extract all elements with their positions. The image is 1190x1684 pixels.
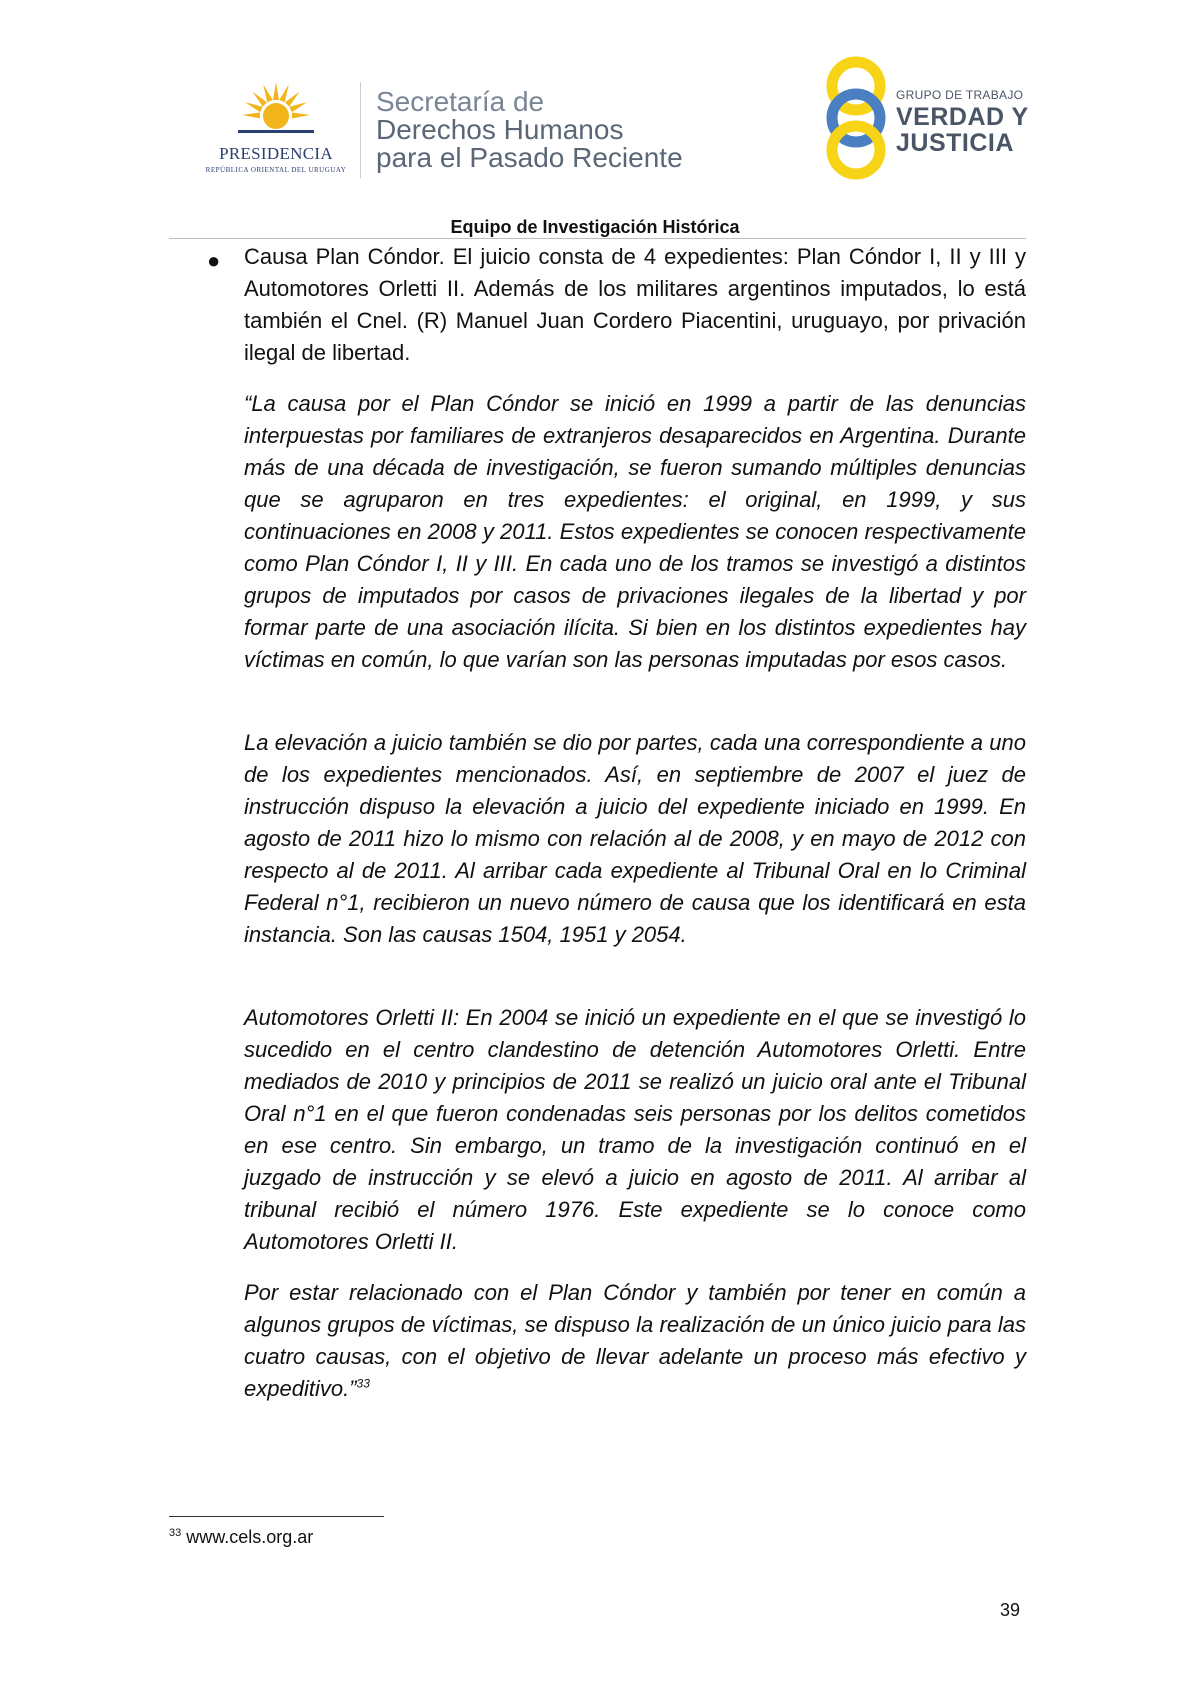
secretaria-line-3: para el Pasado Reciente	[376, 142, 683, 173]
footnote	[169, 1527, 313, 1548]
presidencia-name: PRESIDENCIA	[219, 144, 333, 163]
secretaria-logo-text	[376, 88, 683, 172]
gtvj-line-2: JUSTICIA	[896, 129, 1014, 157]
footnote-rule	[169, 1516, 384, 1517]
verdad-justicia-logo	[820, 56, 1040, 181]
bullet-icon: ●	[207, 248, 221, 273]
presidencia-logo	[196, 80, 356, 180]
header-rule	[169, 238, 1026, 239]
secretaria-line-2: Derechos Humanos	[376, 114, 624, 145]
quote-paragraph-4-text: Por estar relacionado con el Plan Cóndor y también por tener en común a algunos grupos de víctimas, se dispuso la realización de un único juicio para las cuatro causas, con el objetivo de llevar adelante un proceso más efectivo y expeditivo.”	[244, 1280, 1026, 1401]
running-header-title: Equipo de Investigación Histórica	[450, 217, 740, 237]
quote-paragraph-3: Automotores Orletti II: En 2004 se inició un expediente en el que se investigó lo sucedido en el centro clandestino de detención Automotores Orletti. Entre mediados de 2010 y principios de 2011 se realizó un juicio oral ante el Tribunal Oral n°1 en el que fueron condenadas seis personas por los delitos cometidos en ese centro. Sin embargo, un tramo de la investigación continuó en el juzgado de instrucción y se elevó a juicio en agosto de 2011. Al arribar al tribunal recibió el número 1976. Este expediente se lo conoce como Automotores Orletti II.	[244, 1005, 1026, 1254]
quote-paragraph-2: La elevación a juicio también se dio por partes, cada una correspondiente a uno de los expedientes mencionados. Así, en septiembre de 2007 el juez de instrucción dispuso la elevación a juicio del expediente iniciado en 1999. En agosto de 2011 hizo lo mismo con relación al de 2008, y en mayo de 2012 con respecto al de 2011. Al arribar cada expediente al Tribunal Oral en lo Criminal Federal n°1, recibieron un nuevo número de causa que los identificará en esta instancia. Son las causas 1504, 1951 y 2054.	[244, 730, 1026, 947]
sun-emblem-icon	[238, 80, 314, 144]
quote-paragraph-1: “La causa por el Plan Cóndor se inició en 1999 a partir de las denuncias interpuestas por familiares de extranjeros desaparecidos en Argentina. Durante más de una década de investigación, se fueron sumando múltiples denuncias que se agruparon en tres expedientes: el original, en 1999, y sus continuaciones en 2008 y 2011. Estos expedientes se conocen respectivamente como Plan Cóndor I, II y III. En cada uno de los tramos se investigó a distintos grupos de imputados por casos de privaciones ilegales de la libertad y por formar parte de una asociación ilícita. Si bien en los distintos expedientes hay víctimas en común, lo que varían son las personas imputadas por esos casos.	[244, 391, 1026, 672]
gtvj-line-1: VERDAD Y	[896, 103, 1029, 131]
quote-paragraph-4	[244, 1277, 1026, 1405]
gtvj-small-title: GRUPO DE TRABAJO	[896, 88, 1024, 102]
presidencia-subtitle: REPÚBLICA ORIENTAL DEL URUGUAY	[205, 166, 347, 174]
footnote-reference[interactable]: 33	[356, 1376, 370, 1391]
gtvj-big-title	[896, 104, 1029, 156]
page-number: 39	[1000, 1600, 1021, 1620]
header-divider	[360, 82, 361, 178]
bullet-paragraph: Causa Plan Cóndor. El juicio consta de 4 expedientes: Plan Cóndor I, II y III y Automotores Orletti II. Además de los militares argentinos imputados, lo está también el Cnel. (R) Manuel Juan Cordero Piacentini, uruguayo, por privación ilegal de libertad.	[244, 244, 1026, 365]
linked-rings-icon	[820, 56, 892, 180]
secretaria-line-1: Secretaría de	[376, 86, 545, 117]
footnote-number: 33	[169, 1527, 182, 1539]
footnote-link[interactable]: www.cels.org.ar	[181, 1527, 314, 1547]
